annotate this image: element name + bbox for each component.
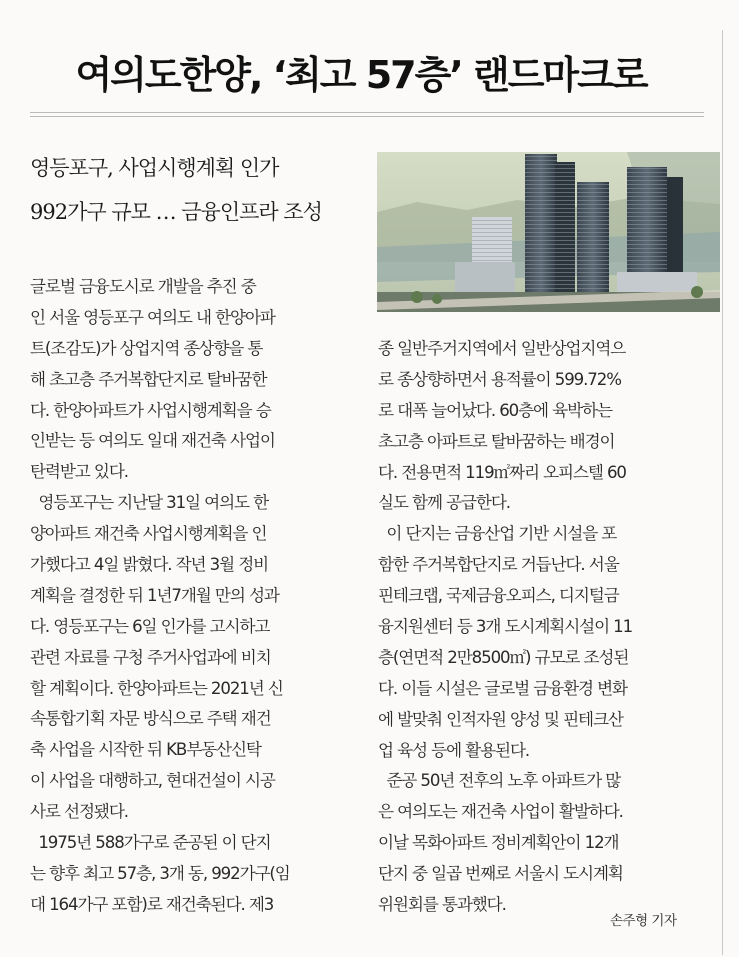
body-line: 로 대폭 늘어났다. 60층에 육박하는 <box>378 400 612 420</box>
body-line: 초고층 아파트로 탈바꿈하는 배경이 <box>378 431 615 451</box>
body-line: 종 일반주거지역에서 일반상업지역으 <box>378 339 626 358</box>
body-line: 준공 50년 전후의 노후 아파트가 많 <box>378 771 621 791</box>
body-line: 가했다고 4일 밝혔다. 작년 3월 정비 <box>30 555 269 575</box>
body-line: 다. 전용면적 119㎡짜리 오피스텔 60 <box>378 462 626 482</box>
body-line: 은 여의도는 재건축 사업이 활발하다. <box>378 802 623 822</box>
article-body-left-column <box>30 272 352 921</box>
body-line: 업 육성 등에 활용된다. <box>378 740 530 760</box>
body-line: 사로 선정됐다. <box>30 802 128 822</box>
body-line: 다. 영등포구는 6일 인가를 고시하고 <box>30 616 270 636</box>
body-line: 이 사업을 대행하고, 현대건설이 시공 <box>30 771 275 791</box>
headline: 여의도한양, ‘최고 57층’ 랜드마크로 <box>75 53 647 97</box>
headline-rule-bottom <box>30 116 704 117</box>
body-line: 위원회를 통과했다. <box>378 895 506 915</box>
headline-rule-top <box>30 112 704 113</box>
body-line: 속통합기획 자문 방식으로 주택 재건 <box>30 709 271 729</box>
body-line: 글로벌 금융도시로 개발을 추진 중 <box>30 277 256 296</box>
body-line: 핀테크랩, 국제금융오피스, 디지털금 <box>378 586 619 606</box>
body-line: 이날 목화아파트 정비계획안이 12개 <box>378 833 619 853</box>
body-line: 할 계획이다. 한양아파트는 2021년 신 <box>30 678 283 698</box>
body-line: 융지원센터 등 3개 도시계획시설이 11 <box>378 617 633 637</box>
body-line: 인받는 등 여의도 일대 재건축 사업이 <box>30 431 275 451</box>
body-line: 는 향후 최고 57층, 3개 동, 992가구(임 <box>30 863 290 883</box>
body-line: 에 발맞춰 인적자원 양성 및 핀테크산 <box>378 709 623 729</box>
subheadline-line-1: 영등포구, 사업시행계획 인가 <box>30 156 279 180</box>
body-line: 대 164가구 포함)로 재건축된다. 제3 <box>30 894 274 914</box>
page-edge-line <box>722 30 723 955</box>
body-line: 층(연면적 2만8500㎡) 규모로 조성된 <box>378 647 629 667</box>
body-line: 해 초고층 주거복합단지로 탈바꿈한 <box>30 369 267 389</box>
body-line: 실도 함께 공급한다. <box>378 493 510 513</box>
subheadline-line-2: 992가구 규모 … 금융인프라 조성 <box>30 200 322 224</box>
body-line: 트(조감도)가 상업지역 종상향을 통 <box>30 338 263 358</box>
body-line: 함한 주거복합단지로 거듭난다. 서울 <box>378 555 619 575</box>
body-line: 관련 자료를 구청 주거사업과에 비치 <box>30 647 271 667</box>
body-line: 영등포구는 지난달 31일 여의도 한 <box>30 493 269 513</box>
article-body-right-column <box>378 334 700 921</box>
body-line: 단지 중 일곱 번째로 서울시 도시계획 <box>378 864 623 884</box>
body-line: 축 사업을 시작한 뒤 KB부동산신탁 <box>30 740 261 760</box>
body-line: 양아파트 재건축 사업시행계획을 인 <box>30 524 267 544</box>
body-line: 계획을 결정한 뒤 1년7개월 만의 성과 <box>30 585 279 605</box>
body-line: 로 종상향하면서 용적률이 599.72% <box>378 369 621 389</box>
body-line: 인 서울 영등포구 여의도 내 한양아파 <box>30 307 275 327</box>
apartment-rendering-image <box>377 152 720 312</box>
body-line: 다. 한양아파트가 사업시행계획을 승 <box>30 400 271 420</box>
byline: 손주형 기자 <box>610 913 677 929</box>
article-photo <box>377 152 720 312</box>
body-line: 1975년 588가구로 준공된 이 단지 <box>30 833 271 853</box>
body-line: 이 단지는 금융산업 기반 시설을 포 <box>378 524 617 544</box>
body-line: 탄력받고 있다. <box>30 462 128 482</box>
body-line: 다. 이들 시설은 글로벌 금융환경 변화 <box>378 678 627 698</box>
